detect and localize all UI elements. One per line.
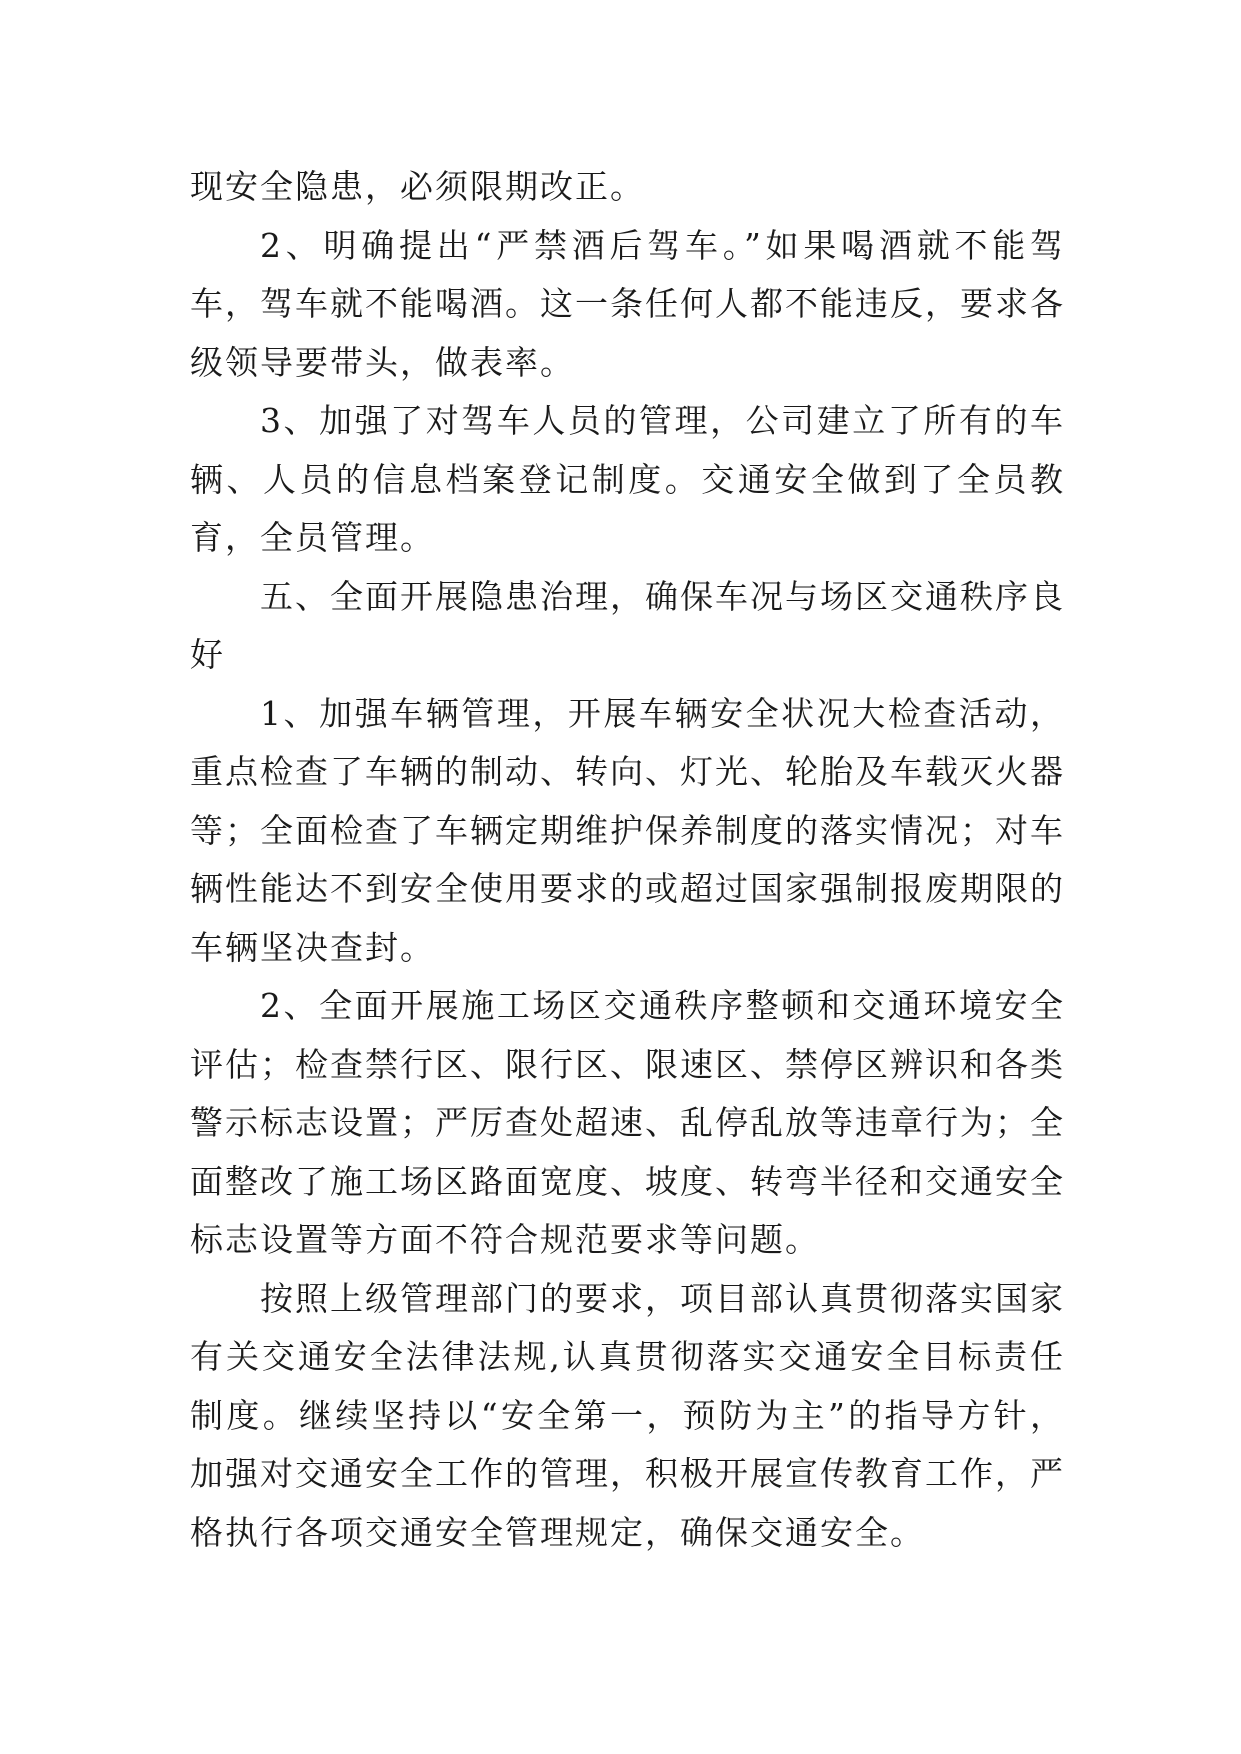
document-body — [190, 158, 1065, 1562]
paragraph-item-3-driver-management: 3、加强了对驾车人员的管理，公司建立了所有的车 辆、人员的信息档案登记制度。交通安全做到了全员教育，全员管理。 — [190, 401, 1065, 557]
paragraph-conclusion: 按照上级管理部门的要求，项目部认真贯彻落实国家有关交通安全法律法规,认真贯彻落实交通安全目标责任制度。继续坚持以“安全第一，预防为主”的指导方针，加强对交通安全工作的管理，积极开展宣传教育工作，严格执行各项交通安全管理规定，确保交通安全。 — [190, 1278, 1065, 1552]
paragraph-continuation: 现安全隐患，必须限期改正。 — [190, 167, 645, 206]
section-heading-five: 五、全面开展隐患治理，确保车况与场区交通秩序良好 — [190, 576, 1065, 674]
paragraph-item-2-traffic-order: 2、全面开展施工场区交通秩序整顿和交通环境安全评估；检查禁行区、限行区、限速区、禁停区辨识和各类警示标志设置；严厉查处超速、乱停乱放等违章行为；全面整改了施工场区路面宽度、坡度、转弯半径和交通安全标志设置等方面不符合规范要求等问题。 — [190, 986, 1065, 1259]
paragraph-item-2-no-drunk-driving: 2、明确提出“严禁酒后驾车。”如果喝酒就不能驾车，驾车就不能喝酒。这一条任何人都不能违反，要求各级领导要带头，做表率。 — [190, 225, 1065, 382]
paragraph-item-1-vehicle-management: 1、加强车辆管理，开展车辆安全状况大检查活动，重点检查了车辆的制动、转向、灯光、轮胎及车载灭火器等；全面检查了车辆定期维护保养制度的落实情况；对车辆性能达不到安全使用要求的或超过国家强制报废期限的车辆坚决查封。 — [190, 693, 1065, 967]
